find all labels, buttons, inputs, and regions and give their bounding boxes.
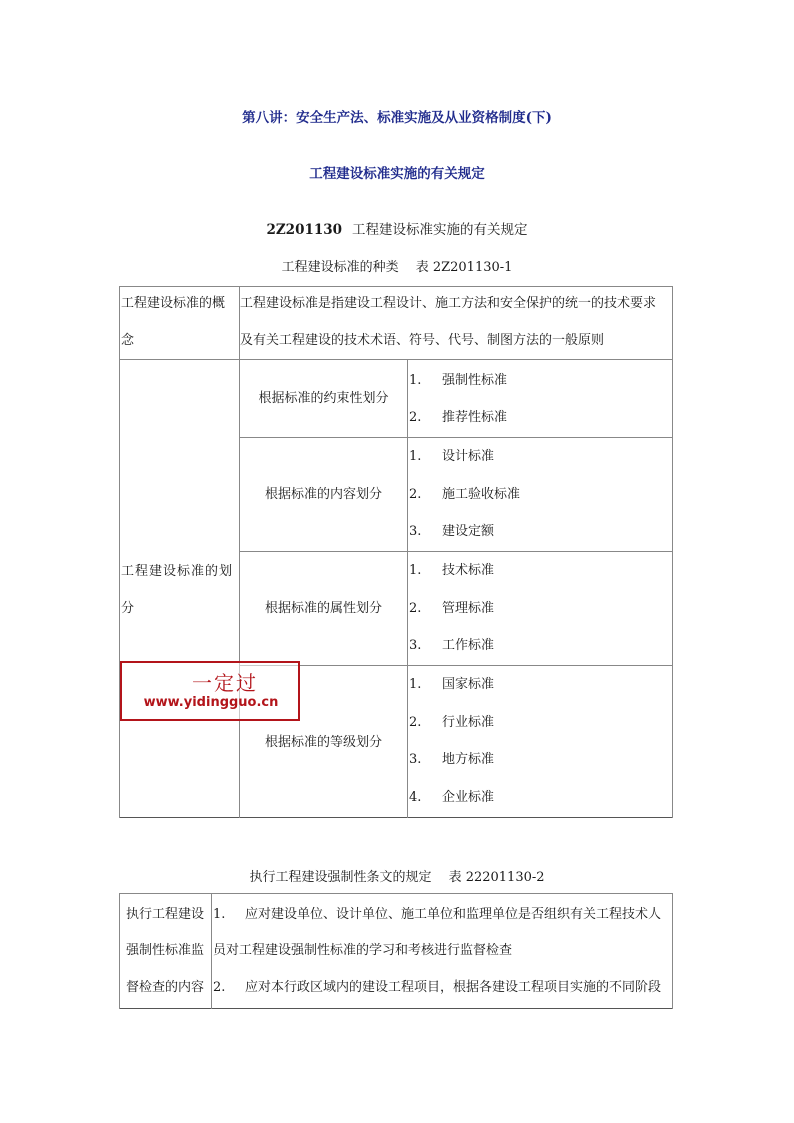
list-item-number: 3.	[409, 638, 422, 653]
watermark-stamp	[120, 661, 300, 721]
table2-item1-number: 1.	[213, 907, 226, 922]
watermark-brand: 一定过	[192, 671, 258, 695]
table2-item2-number: 2.	[213, 980, 226, 995]
list-item-number: 2.	[409, 410, 422, 425]
list-item: 技术标准	[442, 563, 495, 578]
division-label-line1: 工程建设标准的划	[121, 564, 234, 579]
list-item: 企业标准	[442, 790, 495, 805]
list-item: 强制性标准	[442, 373, 508, 388]
table2-label-line3: 督检查的内容	[126, 980, 205, 995]
criterion-level: 根据标准的等级划分	[264, 735, 382, 750]
concept-label-line1: 工程建设标准的概	[121, 296, 226, 311]
concept-text-line1: 工程建设标准是指建设工程设计、施工方法和安全保护的统一的技术要求	[240, 296, 657, 311]
list-item: 管理标准	[442, 601, 495, 616]
list-item-number: 2.	[409, 601, 422, 616]
table1-caption: 工程建设标准的种类 表 2Z201130-1	[281, 260, 513, 275]
list-item-number: 1.	[409, 449, 422, 464]
list-item-number: 1.	[409, 677, 422, 692]
concept-text-line2: 及有关工程建设的技术术语、符号、代号、制图方法的一般原则	[240, 333, 605, 348]
list-item-number: 2.	[409, 487, 422, 502]
list-item-number: 2.	[409, 715, 422, 730]
lecture-heading: 第八讲：安全生产法、标准实施及从业资格制度(下)	[242, 110, 552, 126]
table2-label-line1: 执行工程建设	[126, 907, 205, 922]
list-item: 施工验收标准	[442, 487, 521, 502]
list-item-number: 3.	[409, 752, 422, 767]
criterion-binding: 根据标准的约束性划分	[258, 391, 389, 406]
list-item-number: 3.	[409, 524, 422, 539]
table2-item1-line2: 员对工程建设强制性标准的学习和考核进行监督检查	[213, 943, 513, 958]
criterion-content: 根据标准的内容划分	[264, 487, 382, 502]
section-code: 2Z201130	[266, 222, 343, 238]
watermark-url: www.yidingguo.cn	[143, 695, 279, 710]
list-item: 工作标准	[442, 638, 495, 653]
list-item: 地方标准	[442, 752, 495, 767]
section-heading	[0, 218, 794, 238]
list-item: 设计标准	[442, 449, 495, 464]
list-item-number: 1.	[409, 373, 422, 388]
table2-caption: 执行工程建设强制性条文的规定 表 22201130-2	[249, 870, 545, 885]
list-item: 国家标准	[442, 677, 495, 692]
list-item-number: 4.	[409, 790, 422, 805]
table2-item1-line1: 应对建设单位、设计单位、施工单位和监理单位是否组织有关工程技术人	[245, 907, 662, 922]
list-item: 建设定额	[442, 524, 495, 539]
section-title: 工程建设标准实施的有关规定	[352, 222, 528, 238]
list-item: 行业标准	[442, 715, 495, 730]
topic-heading: 工程建设标准实施的有关规定	[309, 166, 485, 182]
list-item: 推荐性标准	[442, 410, 508, 425]
list-item-number: 1.	[409, 563, 422, 578]
division-label-line2: 分	[121, 601, 135, 616]
criterion-attribute: 根据标准的属性划分	[264, 601, 382, 616]
table2-label-line2: 强制性标准监	[126, 943, 205, 958]
table2-item2-line1: 应对本行政区域内的建设工程项目，根据各建设工程项目实施的不同阶段	[245, 980, 662, 995]
concept-label-line2: 念	[121, 333, 135, 348]
